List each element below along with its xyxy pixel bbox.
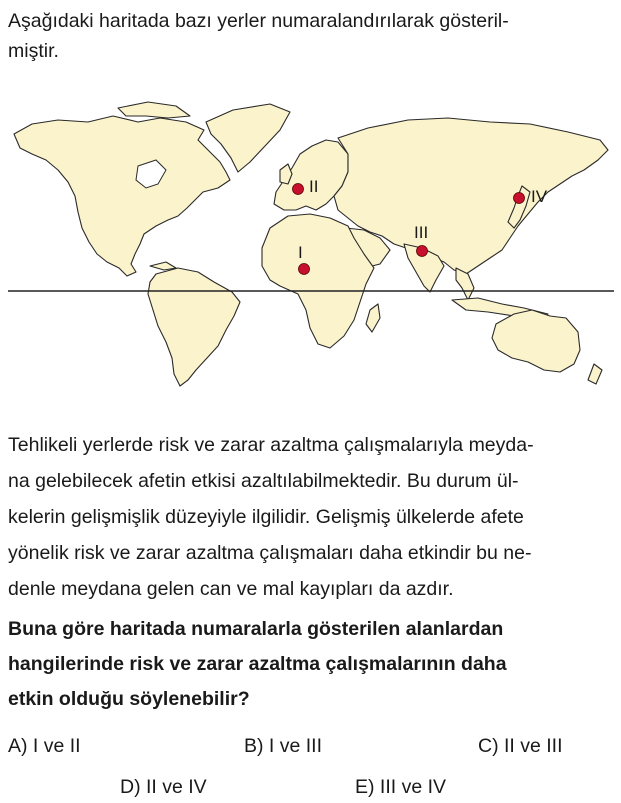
caribbean-islands [150, 262, 176, 270]
map-marker-iii [414, 223, 428, 257]
intro-line-1: Aşağıdaki haritada bazı yerler numaralandırılarak gösteril- [8, 10, 509, 32]
arctic-islands [118, 102, 190, 118]
question-line-2: hangilerinde risk ve zarar azaltma çalışmalarının daha [8, 653, 507, 675]
southeast-asia-peninsula [456, 268, 474, 300]
intro-text [8, 6, 613, 66]
info-paragraph [8, 427, 614, 607]
paragraph-line-3: kelerin gelişmişlik düzeyiyle ilgilidir. Gelişmiş ülkelerde afete [8, 506, 524, 528]
paragraph-line-5: denle meydana gelen can ve mal kayıpları da azdır. [8, 578, 454, 600]
question-line-3: etkin olduğu söylenebilir? [8, 688, 250, 710]
continents [14, 102, 608, 386]
paragraph-line-1: Tehlikeli yerlerde risk ve zarar azaltma çalışmalarıyla meyda- [8, 434, 534, 456]
marker-dot-iii [417, 246, 428, 257]
south-america-landmass [148, 268, 240, 386]
paragraph-line-4: yönelik risk ve zarar azaltma çalışmaları daha etkindir bu ne- [8, 542, 532, 564]
option-e[interactable]: E) III ve IV [355, 776, 447, 798]
new-zealand [588, 364, 602, 384]
marker-dot-ii [293, 184, 304, 195]
marker-dot-iv [514, 193, 525, 204]
marker-label-iv: IV [531, 187, 548, 206]
marker-label-iii: III [414, 223, 429, 242]
australia-landmass [492, 310, 580, 372]
option-a[interactable]: A) I ve II [8, 735, 81, 757]
option-d[interactable]: D) II ve IV [120, 776, 207, 798]
option-c[interactable]: C) II ve III [478, 735, 563, 757]
north-america-landmass [14, 116, 230, 276]
world-map [8, 88, 614, 388]
paragraph-line-2: na gelebilecek afetin etkisi azaltılabilmektedir. Bu durum ül- [8, 470, 519, 492]
question-line-1: Buna göre haritada numaralarla gösterilen alanlardan [8, 618, 504, 640]
intro-line-2: miştir. [8, 40, 59, 62]
question-stem [8, 612, 614, 717]
option-b[interactable]: B) I ve III [244, 735, 323, 757]
madagascar [366, 304, 380, 332]
marker-label-ii: II [309, 177, 319, 196]
marker-label-i: I [298, 243, 303, 262]
marker-dot-i [299, 264, 310, 275]
